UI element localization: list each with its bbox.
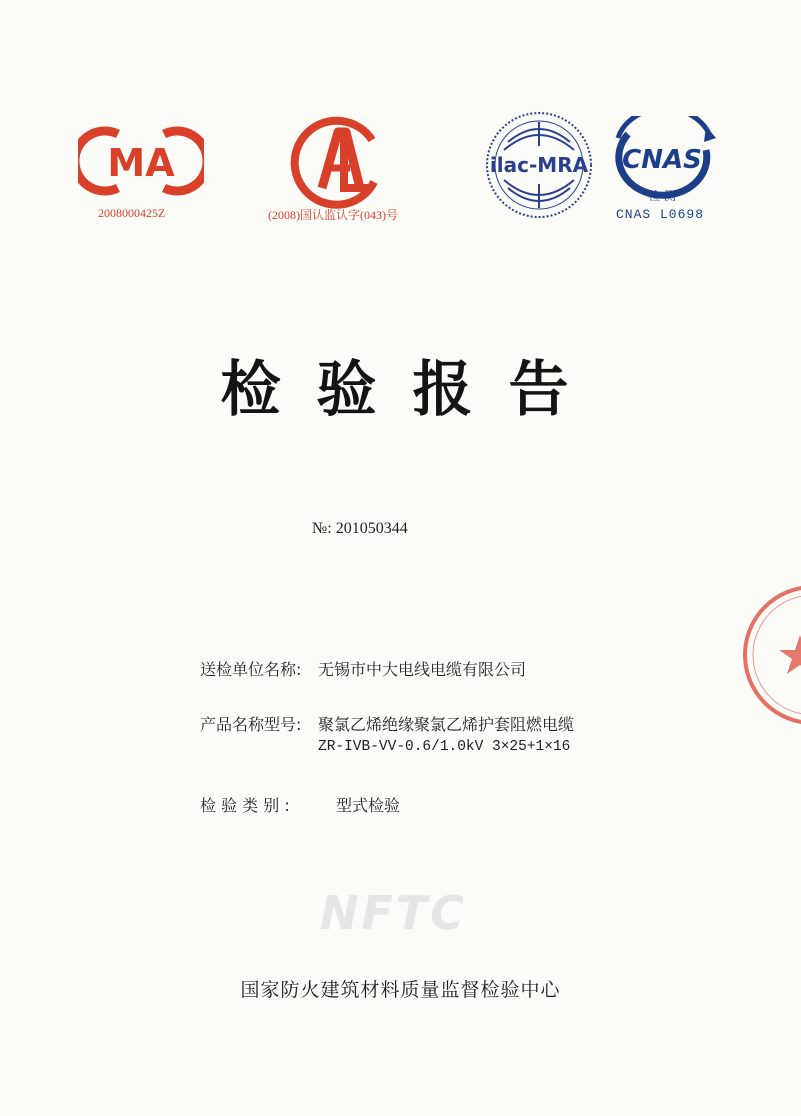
cnas-logo-text: CNAS	[622, 145, 702, 175]
cma-logo	[78, 126, 204, 196]
cnas-logo	[606, 116, 718, 208]
cnas-sub-label: 检 测	[648, 189, 676, 203]
cal-logo-graphic	[288, 110, 388, 210]
product-label: 产品名称型号:	[200, 715, 302, 734]
client-value: 无锡市中大电线电缆有限公司	[318, 660, 527, 679]
cal-caption: (2008)国认监认字(043)号	[268, 208, 398, 222]
cal-logo	[288, 110, 388, 210]
product-value: 聚氯乙烯绝缘聚氯乙烯护套阻燃电缆	[318, 715, 575, 734]
official-seal	[738, 580, 801, 730]
cma-caption: 2008000425Z	[98, 206, 166, 220]
cma-logo-text: MA	[107, 141, 175, 185]
issuing-organization: 国家防火建筑材料质量监督检验中心	[240, 979, 561, 1001]
ilac-mra-text: ilac-MRA	[489, 153, 589, 177]
ilac-mra-graphic	[484, 110, 594, 220]
test-type-label: 检 验 类 别 :	[200, 796, 290, 815]
ilac-mra-logo	[484, 110, 594, 220]
seal-graphic	[738, 580, 801, 730]
cnas-caption: CNAS L0698	[616, 207, 705, 222]
report-title: 检验报告	[220, 355, 605, 425]
report-number: №: 201050344	[312, 520, 408, 537]
cma-logo-graphic	[78, 126, 204, 196]
cnas-logo-graphic	[606, 116, 718, 208]
client-label: 送检单位名称:	[200, 660, 302, 679]
test-type-value: 型式检验	[336, 796, 401, 815]
product-model: ZR-IVB-VV-0.6/1.0kV 3×25+1×16	[318, 739, 571, 755]
nftc-watermark: NFTC	[320, 886, 468, 940]
